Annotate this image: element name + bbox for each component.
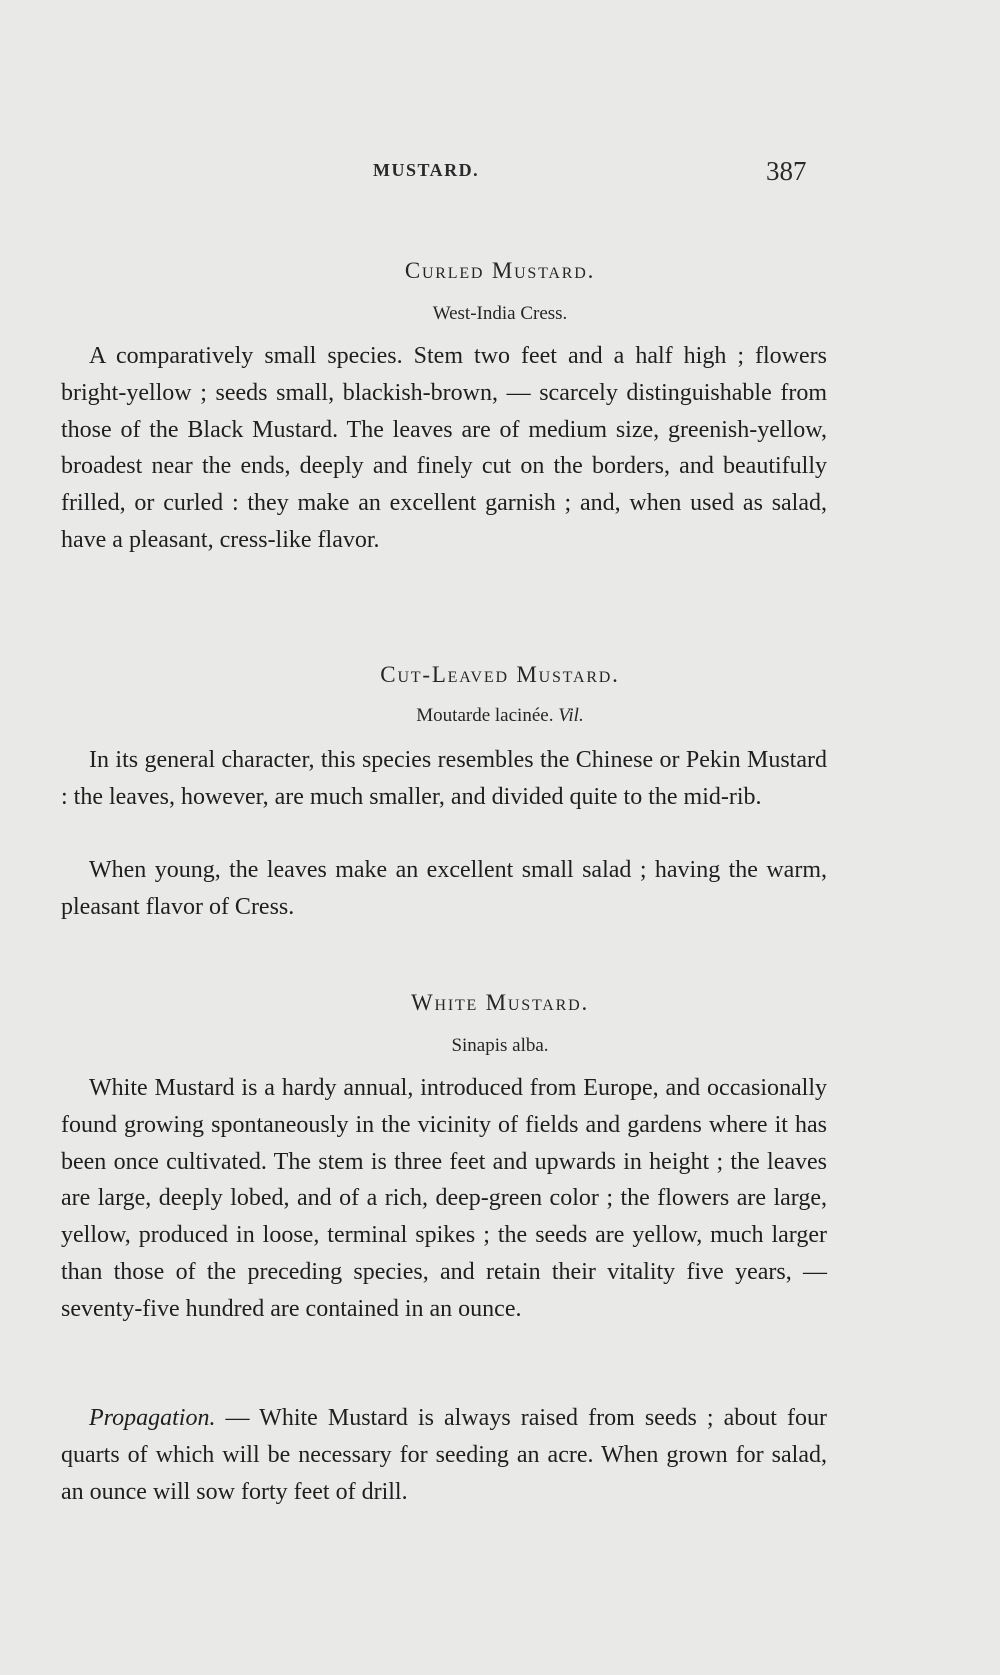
paragraph-cut-leaved-mustard-2: When young, the leaves make an excellent small salad ; having the warm, pleasant flavor of Cress. xyxy=(61,857,827,920)
paragraph-white-mustard: White Mustard is a hardy annual, introduced from Europe, and occasionally found growing spontaneously in the vicinity of fields and gardens where it has been once cultivated. The stem is three feet and upwards in height ; the leaves are large, deeply lobed, and of a rich, deep-green color ; the flowers are large, yellow, produced in loose, terminal spikes ; the seeds are yellow, much larger than those of the preceding species, and retain their vitality five years, — seventy-five hundred are contained in an ounce. xyxy=(61,1075,827,1322)
section-title-cut-leaved-mustard: Cut-Leaved Mustard. xyxy=(380,662,620,687)
running-head: MUSTARD. xyxy=(373,160,480,180)
paragraph-curled-mustard: A comparatively small species. Stem two feet and a half high ; flowers bright-yellow ; seeds small, blackish-brown, — scarcely distinguishable from those of the Black Mustard. The leaves are of medium size, greenish-yellow, broadest near the ends, deeply and finely cut on the borders, and beautifully frilled, or curled : they make an excellent garnish ; and, when used as salad, have a pleasant, cress-like flavor. xyxy=(61,343,827,553)
subtitle-french-name: Moutarde lacinée. xyxy=(416,705,554,726)
section-title-curled-mustard: Curled Mustard. xyxy=(404,258,596,283)
page-number: 387 xyxy=(766,156,807,186)
propagation-text: — White Mustard is always raised from seeds ; about four quarts of which will be necessary for seeding an acre. When grown for salad, an ounce will sow forty feet of drill. xyxy=(61,1405,828,1505)
section-subtitle-curled-mustard: West-India Cress. xyxy=(432,303,568,324)
section-title-white-mustard: White Mustard. xyxy=(410,990,589,1015)
propagation-label: Propagation. xyxy=(89,1405,216,1431)
subtitle-reference: Vil. xyxy=(558,705,584,726)
paragraph-cut-leaved-mustard-1: In its general character, this species resembles the Chinese or Pekin Mustard : the leaves, however, are much smaller, and divided quite to the mid-rib. xyxy=(61,747,827,810)
section-subtitle-cut-leaved-mustard xyxy=(0,705,1000,727)
paragraph-propagation xyxy=(61,1400,827,1510)
section-subtitle-white-mustard: Sinapis alba. xyxy=(451,1035,549,1056)
